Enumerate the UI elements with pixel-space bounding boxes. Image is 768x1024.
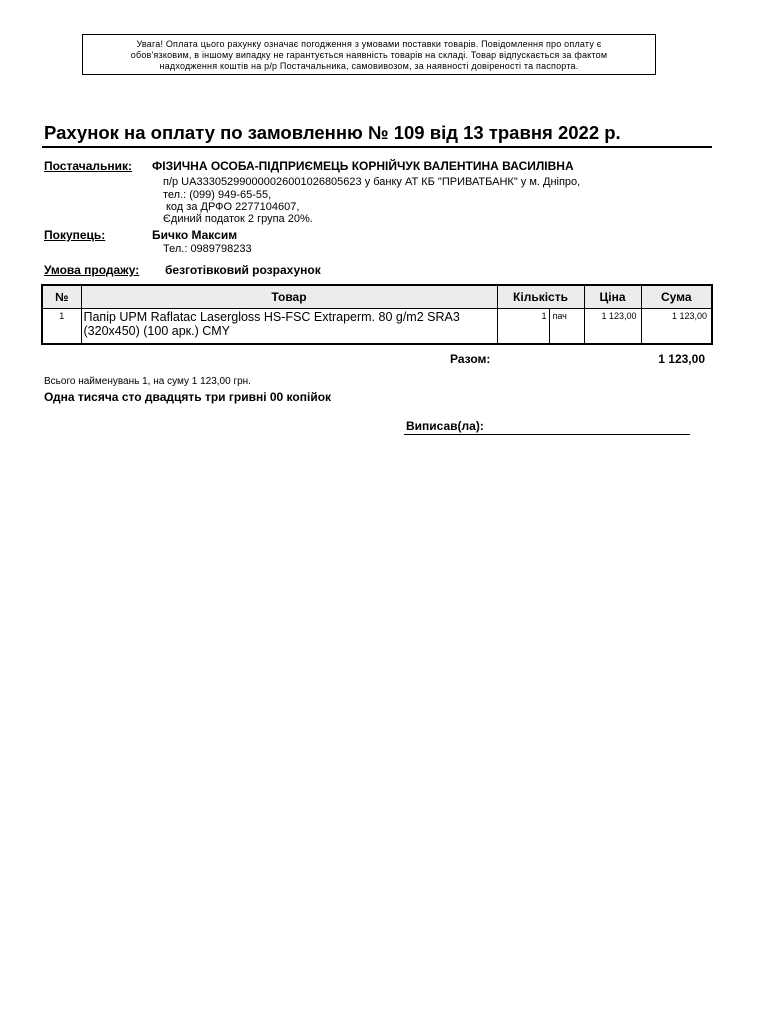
total-label: Разом: [450,352,491,366]
row-quantity: 1 [497,309,549,345]
row-price: 1 123,00 [584,309,641,345]
supplier-tax-group: Єдиний податок 2 група 20%. [163,213,313,225]
warning-line-3: надходження коштів на р/р Постачальника, самовивозом, за наявності довіреності та паспорта. [159,61,579,71]
header-product: Товар [81,285,497,309]
header-price: Ціна [584,285,641,309]
amount-in-words: Одна тисяча сто двадцять три гривні 00 копійок [44,390,332,404]
total-value: 1 123,00 [658,352,705,366]
sale-terms-label: Умова продажу: [44,263,140,277]
table-row [42,309,712,345]
warning-line-1: Увага! Оплата цього рахунку означає погодження з умовами поставки товарів. Повідомлення про оплату є [136,39,602,49]
items-summary: Всього найменувань 1, на суму 1 123,00 грн. [44,376,251,387]
buyer-label: Покупець: [44,228,106,242]
items-table [41,284,713,345]
header-number: № [42,285,81,309]
supplier-tax-code: код за ДРФО 2277104607, [166,201,300,213]
header-quantity: Кількість [497,285,584,309]
title-divider [42,146,712,148]
header-sum: Сума [641,285,712,309]
payment-warning-box [82,34,656,75]
invoice-title: Рахунок на оплату по замовленню № 109 від 13 травня 2022 р. [44,122,621,143]
supplier-label: Постачальник: [44,159,132,173]
table-header-row [42,285,712,309]
supplier-phone: тел.: (099) 949-65-55, [163,189,272,201]
signature-line [404,434,690,435]
sale-terms-value: безготівковий розрахунок [165,263,321,277]
signed-by-label: Виписав(ла): [406,419,484,433]
buyer-phone: Тел.: 0989798233 [163,243,252,255]
buyer-name: Бичко Максим [152,228,238,242]
supplier-account: п/р UA333052990000026001026805623 у банку АТ КБ "ПРИВАТБАНК" у м. Дніпро, [163,176,581,188]
row-number: 1 [42,309,81,345]
row-sum: 1 123,00 [641,309,712,345]
row-unit: пач [549,309,584,345]
warning-line-2: обов'язковим, в іншому випадку не гарантується наявність товарів на складі. Товар відпускається за фактом [130,50,608,60]
row-product: Папір UPM Raflatac Lasergloss HS-FSC Extraperm. 80 g/m2 SRA3 (320x450) (100 арк.) CMY [81,309,497,345]
supplier-name: ФІЗИЧНА ОСОБА-ПІДПРИЄМЕЦЬ КОРНІЙЧУК ВАЛЕНТИНА ВАСИЛІВНА [152,159,574,173]
